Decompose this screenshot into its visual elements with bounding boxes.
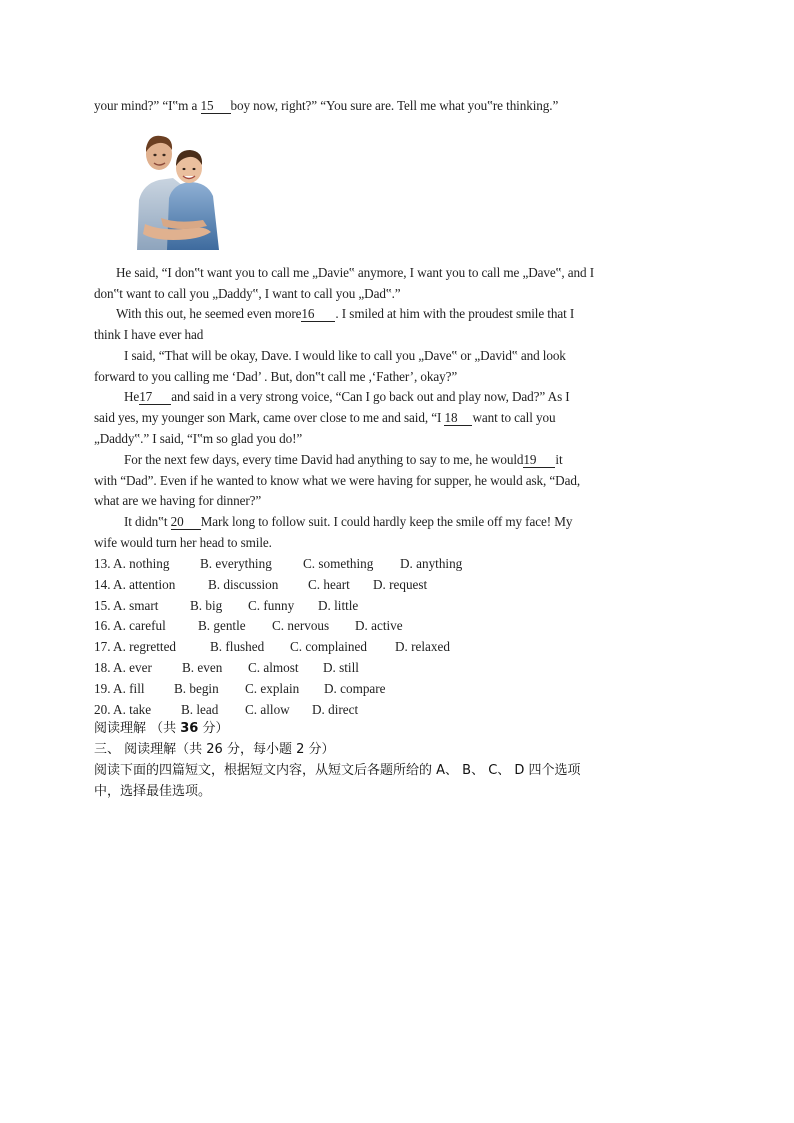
text-line: „Daddy‟.” I said, “I‟m so glad you do!” (94, 431, 303, 446)
option-17-B: B. flushed (210, 639, 265, 655)
section-title-text: 阅读理解 （共 (94, 721, 181, 736)
option-18-C: C. almost (248, 660, 299, 675)
option-19-B: B. begin (174, 680, 219, 696)
text: and said in a very strong voice, “Can I go back out and play now, Dad?” As I (171, 389, 570, 404)
option-20-D: D. direct (312, 701, 359, 717)
text: It didn‟t (124, 514, 171, 529)
father-son-photo (133, 128, 229, 250)
text-line (94, 98, 558, 114)
option-17-D: D. relaxed (395, 639, 450, 655)
option-18-A: 18. A. ever (94, 660, 152, 675)
option-18-D: D. still (323, 660, 359, 675)
option-14-D: D. request (373, 576, 428, 592)
option-16-A: 16. A. careful (94, 618, 166, 634)
text-line (94, 410, 555, 426)
text-line: with “Dad”. Even if he wanted to know what we were having for supper, he would ask, “Dad, (94, 473, 581, 488)
option-15-C: C. funny (248, 597, 295, 613)
option-14-B: B. discussion (208, 576, 279, 592)
blank-20: 20 (171, 515, 201, 530)
text-line (124, 452, 563, 468)
option-13-D: D. anything (400, 556, 463, 571)
option-19-C: C. explain (245, 680, 300, 696)
text-line: don‟t want to call you „Daddy‟, I want to call you „Dad‟.” (94, 286, 401, 301)
option-16-D: D. active (355, 618, 403, 634)
option-18-B: B. even (182, 660, 223, 675)
text: want to call you (472, 410, 556, 425)
option-15-B: B. big (190, 597, 223, 613)
option-20-B: B. lead (181, 701, 219, 717)
option-13-C: C. something (303, 556, 374, 571)
option-19-A: 19. A. fill (94, 680, 145, 696)
option-14-C: C. heart (308, 576, 350, 592)
text: Mark long to follow suit. I could hardly keep the smile off my face! My (200, 514, 573, 529)
blank-18: 18 (444, 411, 472, 426)
section-subtitle: 三、 阅读理解（共 26 分，每小题 2 分） (94, 742, 335, 757)
text-line: wife would turn her head to smile. (94, 535, 272, 550)
text-line: what are we having for dinner?” (94, 493, 262, 508)
text: boy now, right?” “You sure are. Tell me what you‟re thinking.” (230, 98, 559, 113)
option-16-C: C. nervous (272, 618, 330, 634)
section-score: 36 (180, 721, 199, 736)
section-title-text: 分） (198, 721, 229, 736)
text-line: I said, “That will be okay, Dave. I would like to call you „Dave‟ or „David‟ and look (124, 348, 566, 363)
blank-17: 17 (139, 390, 171, 405)
option-13-B: B. everything (200, 556, 272, 571)
text: For the next few days, every time David had anything to say to me, he would (124, 452, 524, 467)
section-title (94, 720, 229, 738)
text: With this out, he seemed even more (116, 306, 302, 321)
instructions-line: 阅读下面的四篇短文，根据短文内容，从短文后各题所给的 A、 B、 C、 D 四个选项 (94, 763, 581, 778)
text: your mind?” “I‟m a (94, 98, 201, 113)
option-16-B: B. gentle (198, 618, 246, 634)
text-line: He said, “I don‟t want you to call me „Davie‟ anymore, I want you to call me „Dave‟, and I (116, 265, 595, 280)
option-17-A: 17. A. regretted (94, 639, 177, 655)
option-15-A: 15. A. smart (94, 597, 159, 613)
option-14-A: 14. A. attention (94, 576, 176, 592)
blank-15: 15 (201, 99, 231, 114)
text: . I smiled at him with the proudest smile that I (335, 306, 575, 321)
option-13-A: 13. A. nothing (94, 556, 170, 571)
text-line: think I have ever had (94, 327, 204, 342)
instructions-line: 中，选择最佳选项。 (94, 784, 212, 799)
option-20-A: 20. A. take (94, 701, 152, 717)
text: said yes, my younger son Mark, came over close to me and said, “I (94, 410, 445, 425)
text-line (116, 306, 574, 322)
option-20-C: C. allow (245, 701, 290, 717)
text-line: forward to you calling me ‘Dad’ . But, don‟t call me ,‘Father’, okay?” (94, 369, 458, 384)
text-line (124, 514, 572, 530)
blank-16: 16 (301, 307, 335, 322)
blank-19: 19 (523, 453, 555, 468)
text: it (555, 452, 563, 467)
option-17-C: C. complained (290, 639, 367, 655)
text: He (124, 389, 140, 404)
option-19-D: D. compare (324, 680, 386, 696)
option-15-D: D. little (318, 597, 359, 613)
text-line (124, 389, 570, 405)
